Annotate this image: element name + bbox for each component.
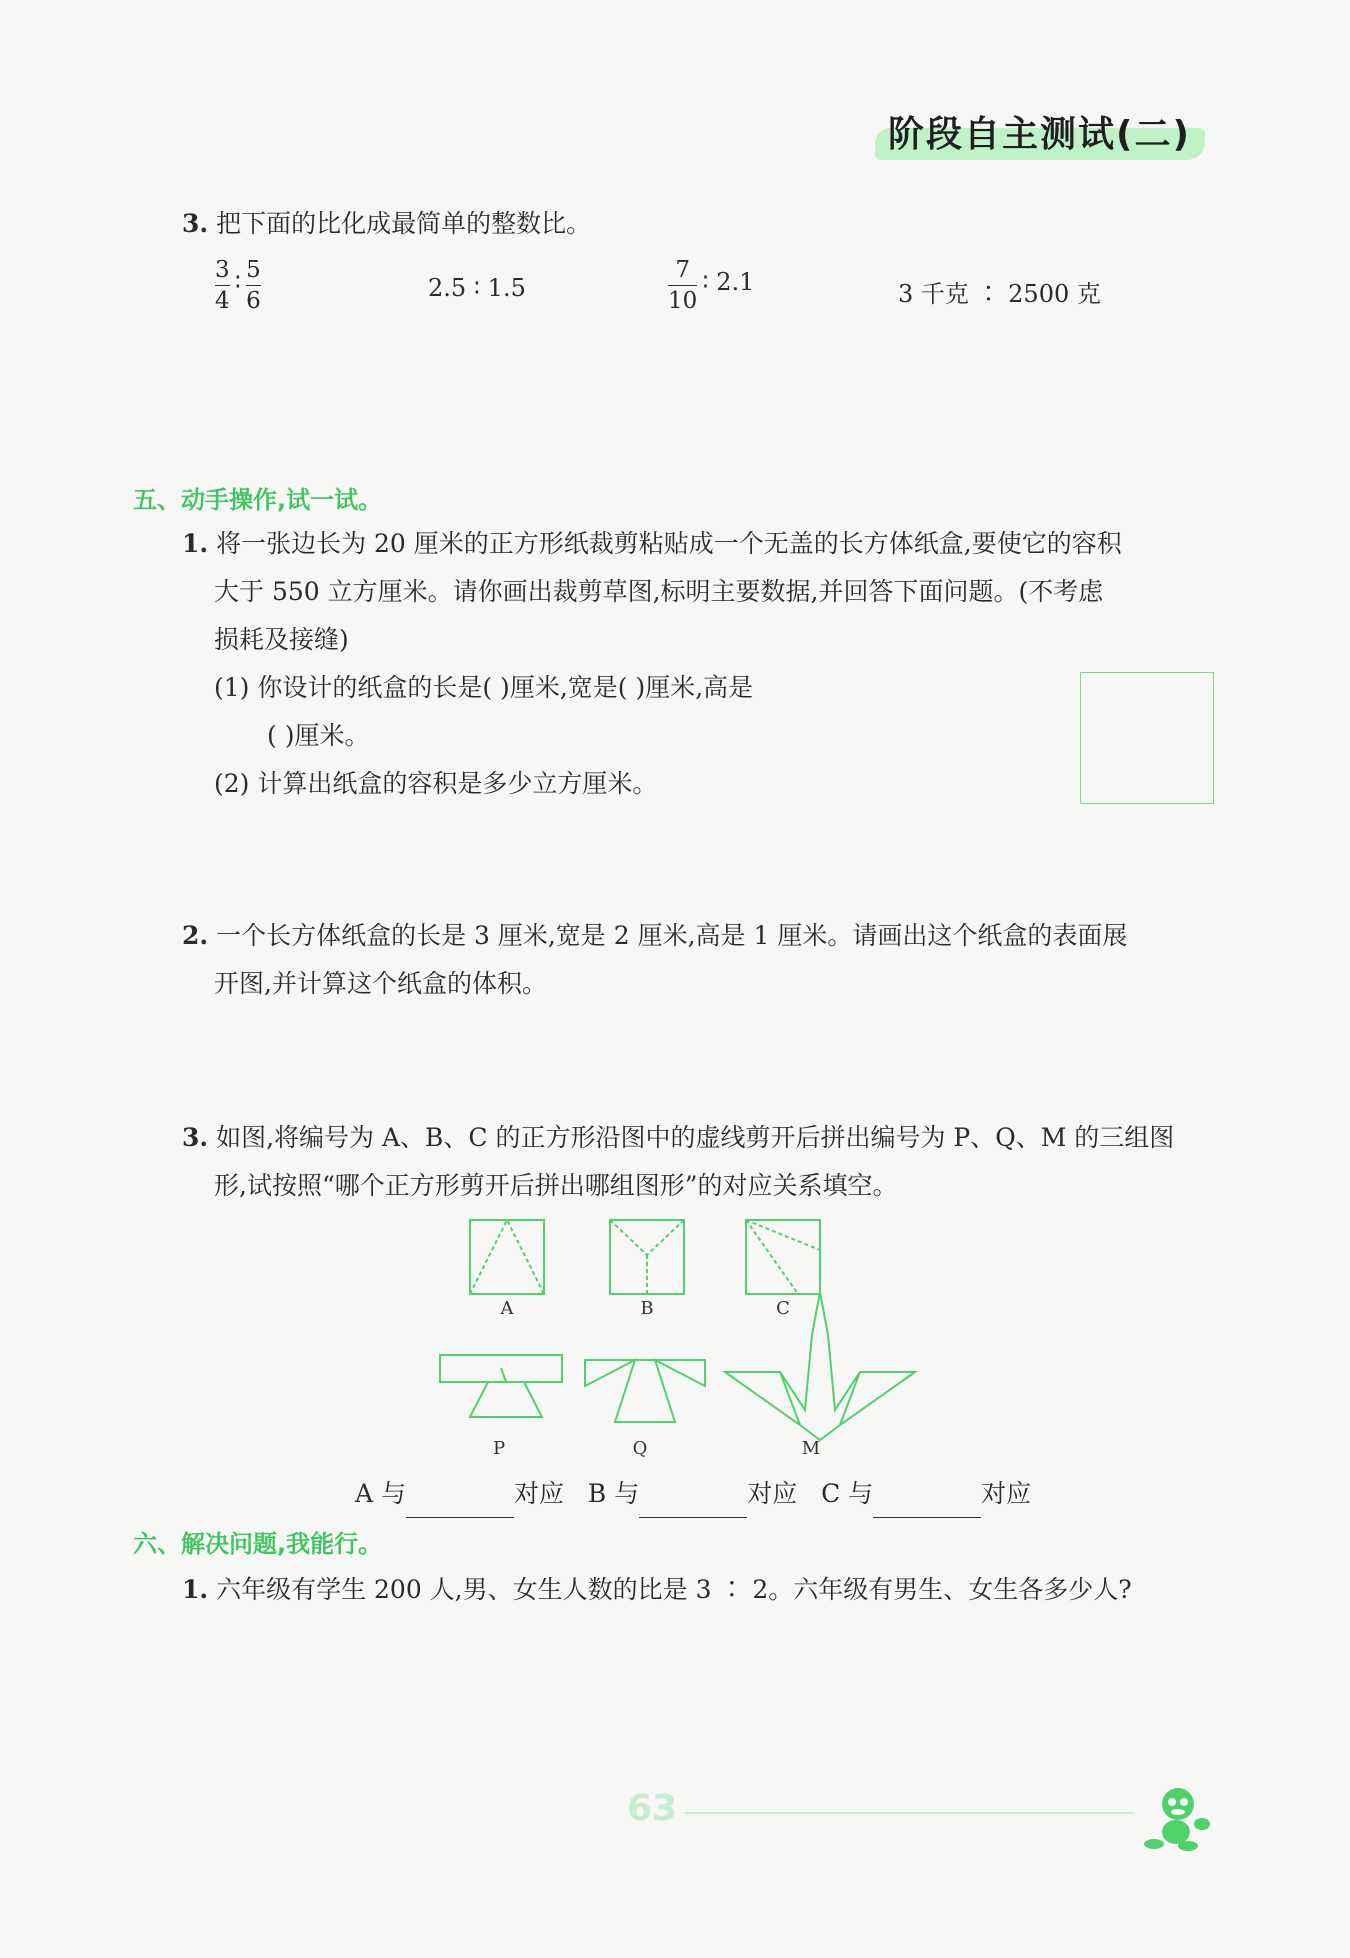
ratio-item-2: 2.5 ∶ 1.5 bbox=[428, 274, 526, 302]
answer-suffix: 对应 bbox=[747, 1479, 798, 1508]
correspondence-answer-line bbox=[355, 1470, 1031, 1518]
question-line: 形,试按照“哪个正方形剪开后拼出哪组图形”的对应关系填空。 bbox=[214, 1171, 898, 1200]
answer-blank-a[interactable] bbox=[406, 1493, 514, 1518]
answer-blank-b[interactable] bbox=[639, 1493, 747, 1518]
section-6-title: 六、解决问题,我能行。 bbox=[133, 1530, 383, 1558]
sub-question-1-cont: ( )厘米。 bbox=[267, 721, 370, 750]
answer-suffix: 对应 bbox=[981, 1479, 1032, 1508]
question-4-3 bbox=[182, 200, 591, 248]
square-c bbox=[746, 1220, 820, 1294]
page-title: 阶段自主测试(二) bbox=[888, 114, 1191, 155]
sub-question-1: (1) 你设计的纸盒的长是( )厘米,宽是( )厘米,高是 bbox=[214, 673, 754, 702]
footer-rule bbox=[685, 1812, 1135, 1814]
figure-m bbox=[725, 1292, 915, 1440]
question-text: 把下面的比化成最简单的整数比。 bbox=[216, 209, 592, 238]
question-line: 一个长方体纸盒的长是 3 厘米,宽是 2 厘米,高是 1 厘米。请画出这个纸盒的表面展 bbox=[216, 921, 1128, 950]
section-5-title: 五、动手操作,试一试。 bbox=[133, 486, 383, 514]
figure-p bbox=[440, 1355, 562, 1417]
square-b-cut bbox=[610, 1220, 684, 1294]
question-number: 3. bbox=[182, 209, 209, 238]
answer-suffix: 对应 bbox=[514, 1479, 565, 1508]
fraction bbox=[246, 256, 261, 315]
question-text: 六年级有学生 200 人,男、女生人数的比是 3 ∶ 2。六年级有男生、女生各多少人? bbox=[216, 1575, 1132, 1604]
square-a-cut bbox=[470, 1220, 544, 1294]
question-line: 大于 550 立方厘米。请你画出裁剪草图,标明主要数据,并回答下面问题。(不考虑 bbox=[214, 577, 1104, 606]
shape-figures bbox=[420, 1210, 940, 1470]
fraction bbox=[668, 256, 697, 315]
question-number: 3. bbox=[182, 1123, 209, 1152]
denominator: 6 bbox=[246, 288, 261, 314]
numerator: 7 bbox=[675, 257, 690, 283]
label-m: M bbox=[801, 1438, 821, 1459]
label-a: A bbox=[500, 1298, 514, 1319]
question-line: 损耗及接缝) bbox=[214, 625, 349, 654]
drawing-box bbox=[1080, 672, 1214, 804]
answer-label-a: A 与 bbox=[355, 1479, 407, 1508]
fraction bbox=[215, 256, 230, 315]
figure-q bbox=[585, 1360, 705, 1422]
sub-question-2: (2) 计算出纸盒的容积是多少立方厘米。 bbox=[214, 769, 658, 798]
label-c: C bbox=[776, 1298, 790, 1319]
question-number: 2. bbox=[182, 921, 209, 950]
ratio-sign: ∶ bbox=[234, 268, 241, 296]
label-b: B bbox=[640, 1298, 654, 1319]
section5-question-3 bbox=[182, 1114, 1222, 1210]
question-line: 将一张边长为 20 厘米的正方形纸裁剪粘贴成一个无盖的长方体纸盒,要使它的容积 bbox=[216, 529, 1122, 558]
answer-label-b: B 与 bbox=[587, 1479, 640, 1508]
question-line: 开图,并计算这个纸盒的体积。 bbox=[214, 969, 547, 998]
answer-label-c: C 与 bbox=[821, 1479, 874, 1508]
page-number: 63 bbox=[627, 1788, 678, 1829]
numerator: 3 bbox=[215, 257, 230, 283]
ratio-item-1 bbox=[215, 256, 261, 315]
section5-question-1 bbox=[182, 520, 1222, 808]
denominator: 4 bbox=[215, 288, 230, 314]
label-q: Q bbox=[632, 1438, 648, 1459]
denominator: 10 bbox=[668, 288, 698, 314]
question-number: 1. bbox=[182, 529, 209, 558]
answer-blank-c[interactable] bbox=[873, 1493, 981, 1518]
ratio-tail: ∶ 2.1 bbox=[702, 268, 755, 296]
square-c-cut bbox=[746, 1220, 820, 1294]
numerator: 5 bbox=[246, 257, 261, 283]
mascot-icon bbox=[1140, 1782, 1220, 1852]
question-line: 如图,将编号为 A、B、C 的正方形沿图中的虚线剪开后拼出编号为 P、Q、M 的三组图 bbox=[216, 1123, 1175, 1152]
ratio-item-4: 3 千克 ∶ 2500 克 bbox=[898, 280, 1101, 308]
ratio-item-3 bbox=[668, 256, 754, 315]
section5-question-2 bbox=[182, 912, 1222, 1008]
square-a bbox=[470, 1220, 544, 1294]
question-number: 1. bbox=[182, 1575, 209, 1604]
section6-question-1 bbox=[182, 1566, 1222, 1614]
label-p: P bbox=[492, 1438, 506, 1459]
